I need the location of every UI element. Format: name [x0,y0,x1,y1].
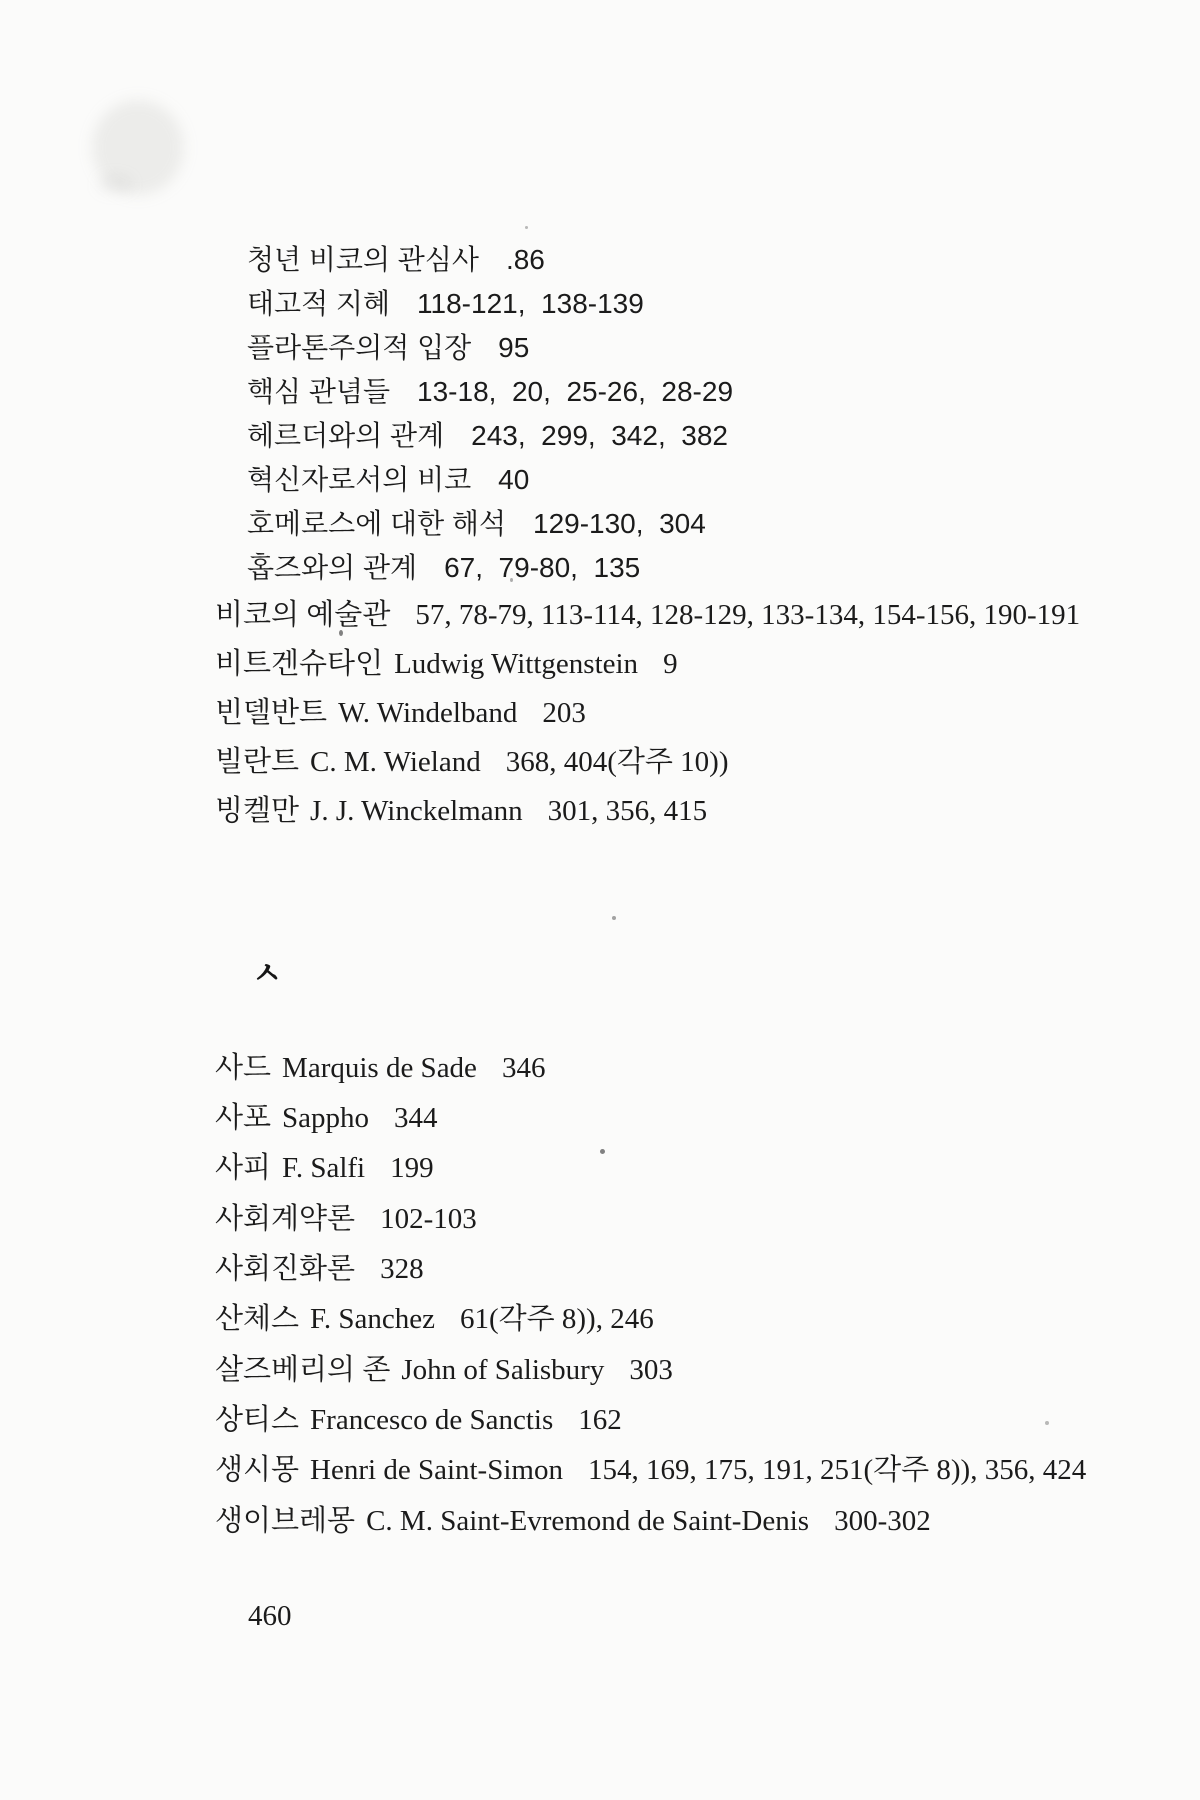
entry-pages: 67, 79-80, 135 [444,552,641,583]
index-sub-entry [247,326,529,366]
entry-pages: 118-121, 138-139 [417,288,644,319]
entry-pages: 9 [663,648,678,680]
index-sub-entry [247,238,545,278]
entry-pages: 300-302 [834,1505,931,1537]
index-sub-entry [247,502,706,542]
entry-pages: 102-103 [380,1203,477,1235]
entry-latin-name: F. Salfi [282,1152,366,1184]
entry-pages: 129-130, 304 [533,508,706,539]
index-entry [215,788,707,829]
entry-term: 비트겐슈타인 [215,648,384,680]
entry-pages: .86 [505,244,545,275]
entry-latin-name: C. M. Saint-Evremond de Saint-Denis [366,1505,810,1537]
entry-latin-name: Ludwig Wittgenstein [394,648,639,680]
index-entry [215,641,678,682]
entry-pages: 162 [578,1404,622,1436]
entry-pages: 203 [542,697,586,729]
entry-pages: 328 [380,1253,424,1285]
entry-latin-name: J. J. Winckelmann [310,795,523,827]
index-entry [215,1246,424,1287]
index-entry [215,1196,477,1237]
index-entry [215,1447,1086,1488]
entry-term: 생이브레몽 [215,1505,356,1537]
entry-pages: 154, 169, 175, 191, 251(각주 8)), 356, 424 [587,1454,1087,1486]
entry-term: 사회계약론 [215,1203,356,1235]
entry-latin-name: W. Windelband [338,697,518,729]
entry-term: 상티스 [215,1404,300,1436]
index-entry [215,1296,654,1337]
index-entry [215,592,1080,633]
entry-pages: 95 [498,332,530,363]
index-sub-entry [247,414,728,454]
entry-term: 호메로스에 대한 해석 [247,508,506,539]
index-sub-entry [247,370,733,410]
entry-term: 산체스 [215,1303,300,1335]
entry-latin-name: F. Sanchez [310,1303,435,1335]
index-sub-entry [247,282,644,322]
entry-pages: 243, 299, 342, 382 [471,420,729,451]
scan-speck [612,916,616,920]
entry-term: 청년 비코의 관심사 [247,244,479,275]
index-entry [215,1347,673,1388]
entry-term: 빈델반트 [215,697,328,729]
entry-term: 살즈베리의 존 [215,1354,391,1386]
entry-term: 비코의 예술관 [215,599,391,631]
entry-latin-name: Sappho [282,1102,370,1134]
entry-latin-name: Francesco de Sanctis [310,1404,554,1436]
entry-pages: 301, 356, 415 [547,795,708,827]
entry-term: 혁신자로서의 비코 [247,464,472,495]
entry-pages: 303 [629,1354,673,1386]
entry-pages: 57, 78-79, 113-114, 128-129, 133-134, 154-156, 190-191 [415,599,1081,631]
entry-pages: 368, 404(각주 10)) [505,746,729,778]
entry-pages: 40 [498,464,530,495]
scan-speck [1045,1421,1049,1425]
entry-pages: 61(각주 8)), 246 [459,1303,654,1335]
index-sub-entry [247,546,640,586]
entry-term: 사드 [215,1052,272,1084]
scan-speck [525,226,528,229]
index-entry [215,739,728,780]
index-entry [215,1397,622,1438]
entry-term: 핵심 관념들 [247,376,391,407]
entry-term: 빙켈만 [215,795,300,827]
entry-latin-name: Marquis de Sade [282,1052,477,1084]
page-number: 460 [248,1600,292,1632]
entry-term: 홉즈와의 관계 [247,552,418,583]
index-entry [215,1145,434,1186]
entry-term: 태고적 지혜 [247,288,391,319]
index-entry [215,1045,545,1086]
index-entry [215,1498,931,1539]
index-entry [215,690,586,731]
entry-term: 사포 [215,1102,272,1134]
entry-term: 헤르더와의 관계 [247,420,445,451]
index-entry [215,1095,438,1136]
section-letter: ㅅ [252,956,282,991]
entry-pages: 13-18, 20, 25-26, 28-29 [417,376,734,407]
scan-speck [600,1149,605,1154]
entry-pages: 199 [390,1152,434,1184]
entry-latin-name: Henri de Saint-Simon [310,1454,563,1486]
entry-term: 사회진화론 [215,1253,356,1285]
entry-pages: 346 [501,1052,546,1084]
entry-latin-name: John of Salisbury [401,1354,605,1386]
entry-pages: 344 [394,1102,438,1134]
entry-term: 플라톤주의적 입장 [247,332,472,363]
scan-smudge [98,176,132,192]
entry-latin-name: C. M. Wieland [310,746,481,778]
entry-term: 생시몽 [215,1454,300,1486]
entry-term: 빌란트 [215,746,300,778]
entry-term: 사피 [215,1152,272,1184]
index-sub-entry [247,458,529,498]
